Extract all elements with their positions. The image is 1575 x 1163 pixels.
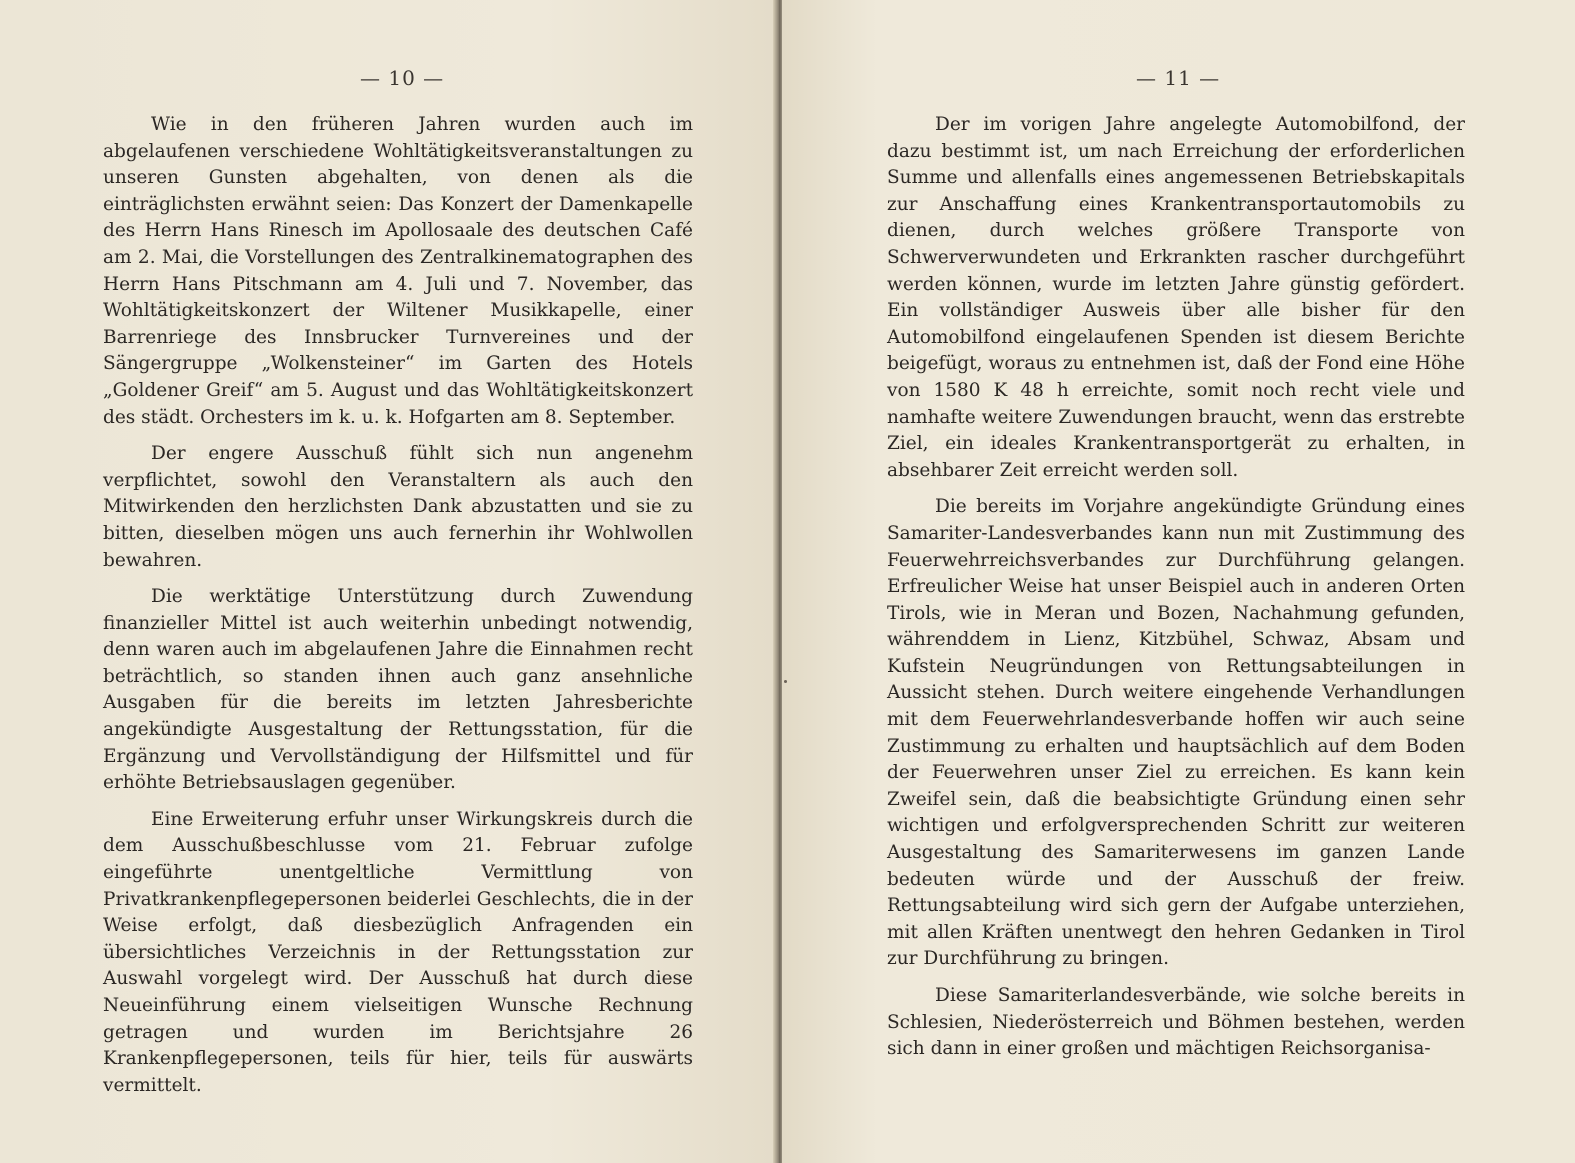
ink-speck <box>784 680 787 683</box>
paragraph: Die bereits im Vorjahre angekündigte Gründung eines Samariter-Landesverbandes kann nun mit Zustimmung des Feuerwehrreichsverbandes zur Durchführung gelangen. Erfreulicher Weise hat unser Beispiel auch in anderen Orten Tirols, wie in Meran und Bozen, Nachahmung gefunden, währenddem in Lienz, Kitzbühel, Schwaz, Absam und Kufstein Neugründungen von Rettungsabteilungen in Aussicht stehen. Durch weitere eingehende Verhandlungen mit dem Feuerwehrlandesverbande hoffen wir auch seine Zustimmung zu erhalten und hauptsächlich auf dem Boden der Feuerwehren unser Ziel zu erreichen. Es kann kein Zweifel sein, daß die beabsichtigte Gründung einen sehr wichtigen und erfolgversprechenden Schritt zur weiteren Ausgestaltung des Samariterwesens im ganzen Lande bedeuten würde und der Ausschuß der freiw. Rettungsabteilung wird sich gern der Aufgabe unterziehen, mit allen Kräften unentwegt den hehren Gedanken in Tirol zur Durchführung zu bringen. <box>887 496 1465 970</box>
page-number-left: — 10 — <box>360 66 445 90</box>
left-page-text <box>103 112 693 1109</box>
right-page <box>782 0 1575 1163</box>
right-page-text <box>887 112 1465 1073</box>
paragraph: Die werktätige Unterstützung durch Zuwendung finanzieller Mittel ist auch weiterhin unbedingt notwendig, denn waren auch im abgelaufenen Jahre die Einnahmen recht beträchtlich, so standen ihnen auch ganz ansehnliche Ausgaben für die bereits im letzten Jahresberichte angekündigte Ausgestaltung der Rettungsstation, für die Ergänzung und Vervollständigung der Hilfsmittel und für erhöhte Betriebsauslagen gegenüber. <box>103 586 693 794</box>
paragraph: Wie in den früheren Jahren wurden auch im abgelaufenen verschiedene Wohltätigkeitsveranstaltungen zu unseren Gunsten abgehalten, von denen als die einträglichsten erwähnt seien: Das Konzert der Damenkapelle des Herrn Hans Rinesch im Apollosaale des deutschen Café am 2. Mai, die Vorstellungen des Zentralkinematographen des Herrn Hans Pitschmann am 4. Juli und 7. November, das Wohltätigkeitskonzert der Wiltener Musikkapelle, einer Barrenriege des Innsbrucker Turnvereines und der Sängergruppe „Wolkensteiner“ im Garten des Hotels „Goldener Greif“ am 5. August und das Wohltätigkeitskonzert des städt. Orchesters im k. u. k. Hofgarten am 8. September. <box>103 114 693 428</box>
paragraph: Diese Samariterlandesverbände, wie solche bereits in Schlesien, Niederösterreich und Böhmen bestehen, werden sich dann in einer großen und mächtigen Reichsorganisa- <box>887 985 1465 1060</box>
paragraph: Der engere Ausschuß fühlt sich nun angenehm verpflichtet, sowohl den Veranstaltern als auch den Mitwirkenden den herzlichsten Dank abzustatten und sie zu bitten, dieselben mögen uns auch fernerhin ihr Wohlwollen bewahren. <box>103 443 693 571</box>
left-page <box>0 0 777 1163</box>
page-number-right: — 11 — <box>1136 66 1221 90</box>
paragraph: Eine Erweiterung erfuhr unser Wirkungskreis durch die dem Ausschußbeschlusse vom 21. Februar zufolge eingeführte unentgeltliche Vermittlung von Privatkrankenpflegepersonen beiderlei Geschlechts, die in der Weise erfolgt, daß diesbezüglich Anfragenden ein übersichtliches Verzeichnis in der Rettungsstation zur Auswahl vorgelegt wird. Der Ausschuß hat durch diese Neueinführung einem vielseitigen Wunsche Rechnung getragen und wurden im Berichtsjahre 26 Krankenpflegepersonen, teils für hier, teils für auswärts vermittelt. <box>103 808 693 1096</box>
paragraph: Der im vorigen Jahre angelegte Automobilfond, der dazu bestimmt ist, um nach Erreichung der erforderlichen Summe und allenfalls eines angemessenen Betriebskapitals zur Anschaffung eines Krankentransportautomobils zu dienen, durch welches größere Transporte von Schwerverwundeten und Erkrankten rascher durchgeführt werden können, wurde im letzten Jahre günstig gefördert. Ein vollständiger Ausweis über alle bisher für den Automobilfond eingelaufenen Spenden ist diesem Berichte beigefügt, woraus zu entnehmen ist, daß der Fond eine Höhe von 1580 K 48 h erreichte, somit noch recht viele und namhafte weitere Zuwendungen braucht, wenn das erstrebte Ziel, ein ideales Krankentransportgerät zu erhalten, in absehbarer Zeit erreicht werden soll. <box>887 114 1465 481</box>
